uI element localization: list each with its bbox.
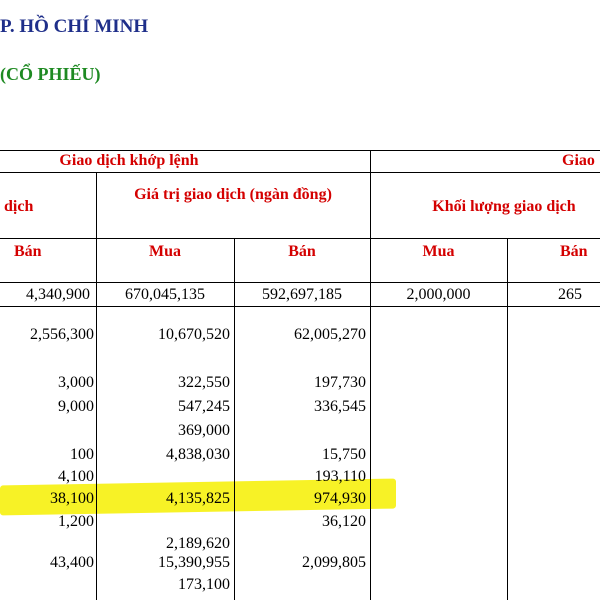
- total-value-sell: 592,697,185: [262, 286, 342, 303]
- table-cell-value-buy: 2,189,620: [166, 535, 230, 552]
- table-cell-value-buy: 322,550: [178, 374, 230, 391]
- header-group-matched: Giao dịch khớp lệnh: [59, 152, 199, 169]
- group-divider-line: [0, 172, 600, 173]
- total-neg-volume-buy: 2,000,000: [406, 286, 471, 303]
- table-cell-value-sell: 62,005,270: [294, 326, 366, 343]
- header-group-negotiated: Giao: [562, 152, 595, 169]
- page-subtitle: (CỔ PHIẾU): [0, 64, 101, 84]
- table-cell-value-sell: 2,099,805: [302, 554, 366, 571]
- table-cell-volume-sell: 9,000: [58, 398, 94, 415]
- header-trade-volume: Khối lượng giao dịch: [432, 198, 576, 215]
- page-title: P. HỒ CHÍ MINH: [0, 16, 149, 37]
- table-cell-volume-sell: 4,100: [58, 468, 94, 485]
- subheader-sell: Bán: [14, 243, 42, 260]
- subheader-divider-line: [0, 282, 600, 283]
- header-divider-line: [0, 238, 600, 239]
- table-cell-value-buy: 547,245: [178, 398, 230, 415]
- table-cell-value-buy: 4,838,030: [166, 446, 230, 463]
- subheader-buy: Mua: [149, 243, 181, 260]
- total-volume-sell: 4,340,900: [26, 286, 90, 303]
- table-cell-value-sell: 197,730: [314, 374, 366, 391]
- table-cell-volume-sell: 43,400: [50, 554, 94, 571]
- column-border: [96, 172, 97, 600]
- table-cell-volume-sell: 3,000: [58, 374, 94, 391]
- total-value-buy: 670,045,135: [125, 286, 205, 303]
- table-cell-value-sell: 974,930: [314, 490, 366, 507]
- table-cell-value-sell: 336,545: [314, 398, 366, 415]
- table-cell-value-buy: 15,390,955: [158, 554, 230, 571]
- header-trade-value: Giá trị giao dịch (ngàn đồng): [134, 186, 332, 203]
- table-cell-value-buy: 4,135,825: [166, 490, 230, 507]
- table-cell-value-buy: 369,000: [178, 422, 230, 439]
- subheader-sell: Bán: [288, 243, 316, 260]
- table-cell-value-buy: 173,100: [178, 576, 230, 593]
- table-top-border: [0, 150, 600, 151]
- subheader-buy: Mua: [422, 243, 455, 260]
- column-border: [370, 150, 371, 600]
- table-cell-value-buy: 10,670,520: [158, 326, 230, 343]
- header-volume-partial: dịch: [4, 198, 34, 215]
- subheader-sell: Bán: [560, 243, 588, 260]
- table-cell-value-sell: 193,110: [314, 468, 366, 485]
- total-neg-volume-sell: 265: [558, 286, 582, 303]
- totals-divider-line: [0, 306, 600, 307]
- table-cell-volume-sell: 38,100: [50, 490, 94, 507]
- table-cell-volume-sell: 2,556,300: [30, 326, 94, 343]
- table-cell-volume-sell: 1,200: [58, 513, 94, 530]
- column-border: [507, 238, 508, 600]
- table-cell-value-sell: 36,120: [322, 513, 366, 530]
- table-cell-value-sell: 15,750: [322, 446, 366, 463]
- table-cell-volume-sell: 100: [70, 446, 94, 463]
